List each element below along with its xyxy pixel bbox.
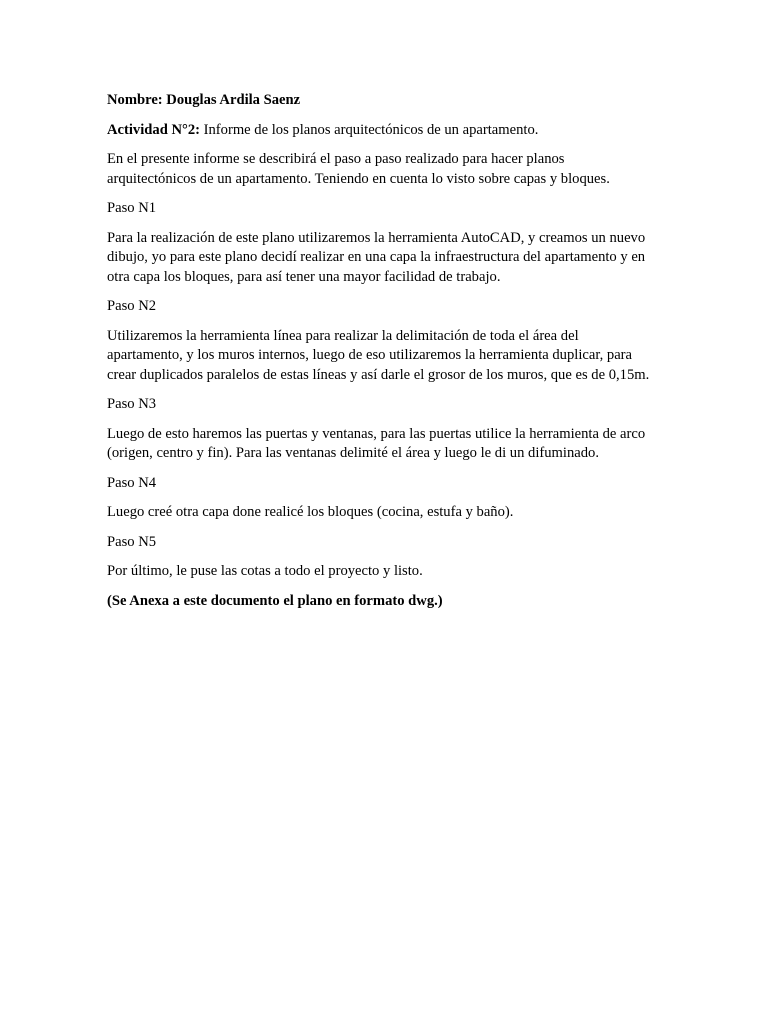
step-title: Paso N4 [107, 474, 157, 491]
step-body: Luego de esto haremos las puertas y ventanas, para las puertas utilice la herramienta de arco (origen, centro y fin). Para las ventanas delimité el área y luego le di un difuminado. [107, 425, 646, 461]
step-body: Utilizaremos la herramienta línea para realizar la delimitación de toda el área del apartamento, y los muros internos, luego de eso utilizaremos la herramienta duplicar, para crear duplicados paralelos de estas líneas y así darle el grosor de los muros, que es de 0,15m. [107, 327, 650, 383]
step-body: Para la realización de este plano utilizaremos la herramienta AutoCAD, y creamos un nuevo dibujo, yo para este plano decidí realizar en una capa la infraestructura del apartamento y en otra capa los bloques, para así tener una mayor facilidad de trabajo. [107, 229, 646, 285]
step-title: Paso N3 [107, 396, 157, 412]
annex-note: (Se Anexa a este documento el plano en formato dwg.) [107, 592, 443, 609]
step-title: Paso N5 [107, 533, 157, 550]
step-body: Por último, le puse las cotas a todo el proyecto y listo. [107, 563, 423, 579]
document-page [107, 91, 655, 621]
step-title: Paso N1 [107, 200, 157, 216]
activity-text: Informe de los planos arquitectónicos de un apartamento. [200, 121, 539, 138]
step-title: Paso N2 [107, 298, 157, 314]
activity-label: Actividad N°2: [107, 121, 200, 138]
author-name: Nombre: Douglas Ardila Saenz [107, 92, 301, 108]
intro-paragraph: En el presente informe se describirá el paso a paso realizado para hacer planos arquitectónicos de un apartamento. Teniendo en cuenta lo visto sobre capas y bloques. [107, 151, 610, 187]
activity-line [107, 121, 655, 141]
step-body: Luego creé otra capa done realicé los bloques (cocina, estufa y baño). [107, 504, 514, 520]
